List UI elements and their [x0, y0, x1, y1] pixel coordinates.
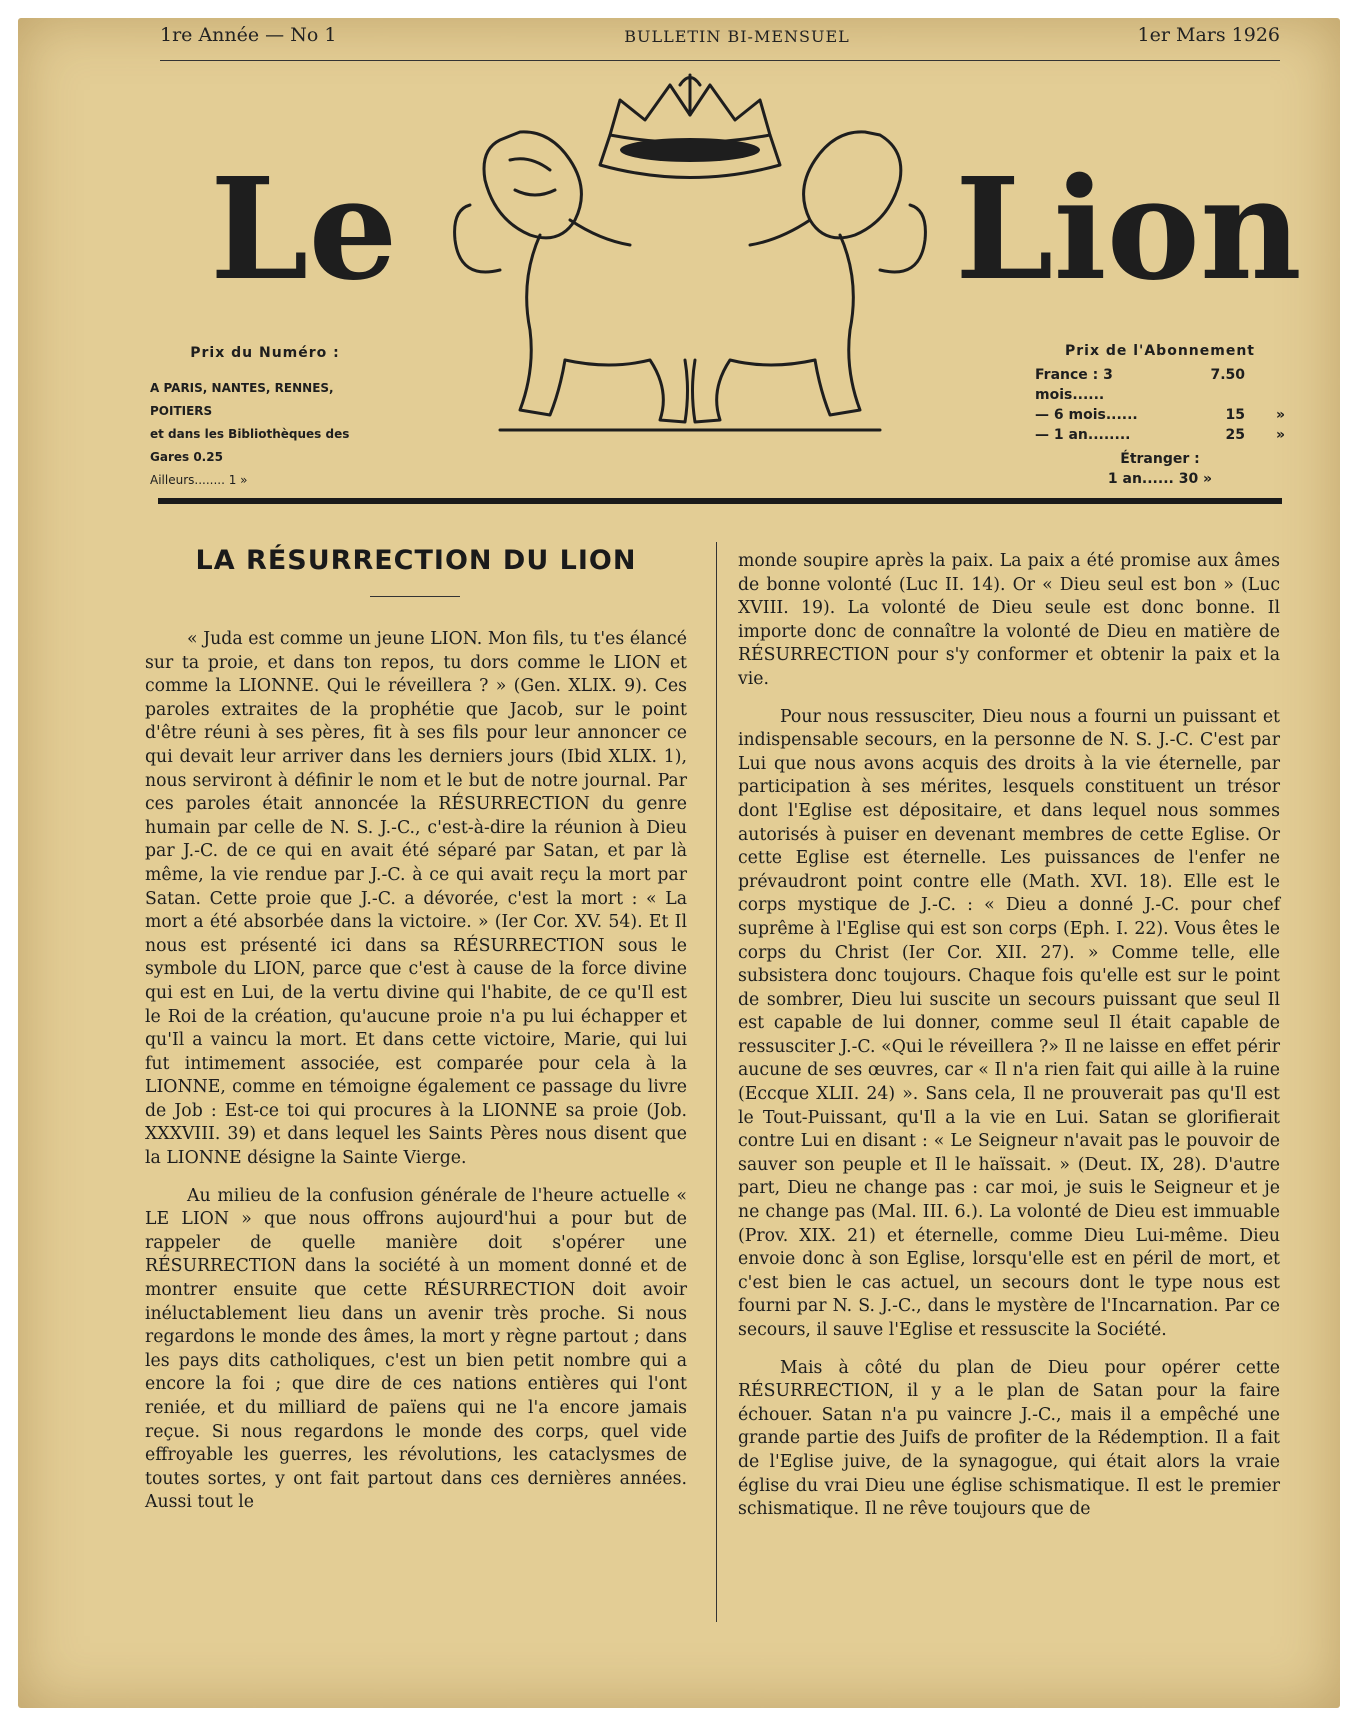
- article-column-left: [145, 628, 687, 1529]
- issue-date: 1er Mars 1926: [1137, 24, 1280, 46]
- article-paragraph: monde soupire après la paix. La paix a été promise aux âmes de bonne volonté (Luc II. 14). Or « Dieu seul est bon » (Luc XVIII. 19). La volonté de Dieu seule est donc bonne. Il importe donc de connaître la volonté de Dieu en matière de RÉSURRECTION pour s'y conformer et obtenir la paix et la vie.: [738, 551, 1280, 689]
- column-divider: [716, 542, 717, 1622]
- subscription-prices: [1035, 343, 1285, 487]
- article-paragraph: Au milieu de la confusion générale de l'heure actuelle « LE LION » que nous offrons aujourd'hui a pour but de rappeler de quelle manière doit s'opérer une RÉSURRECTION dans la société à un moment donné et de montrer ensuite que cette RÉSURRECTION doit avoir inéluctablement lieu dans un avenir très proche. Si nous regardons le monde des âmes, la mort y règne partout ; dans les pays dits catholiques, c'est un bien petit nombre qui a encore la foi ; que dire de ces nations entières qui l'ont reniée, et du milliard de païens qui ne l'a encore jamais reçue. Si nous regardons le monde des corps, quel vide effroyable les guerres, les révolutions, les cataclysmes de toutes sortes, y ont fait partout dans ces dernières années. Aussi tout le: [145, 1185, 687, 1513]
- article-paragraph: Pour nous ressusciter, Dieu nous a fourni un puissant et indispensable secours, en la personne de N. S. J.-C. C'est par Lui que nous avons acquis des droits à la vie éternelle, par participation à ses mérites, lesquels constituent un trésor dont l'Eglise est dépositaire, et dans lequel nous sommes autorisés à puiser en devenant membres de cette Eglise. Or cette Eglise est éternelle. Les puissances de l'enfer ne prévaudront point contre elle (Math. XVI. 18). Elle est le corps mystique de J.-C. : « Dieu a donné J.-C. pour chef suprême à l'Eglise qui est son corps (Eph. I. 22). Vous êtes le corps du Christ (Ier Cor. XII. 27). » Comme telle, elle subsistera donc toujours. Chaque fois qu'elle est sur le point de sombrer, Dieu lui suscite un secours puissant que seul Il est capable de lui donner, comme seul Il était capable de ressusciter J.-C. «Qui le réveillera ?» Il ne laisse en effet périr aucune de ses œuvres, car « Il n'a rien fait qui aille à la ruine (Eccque XLII. 24) ». Sans cela, Il ne prouverait pas qu'Il est le Tout-Puissant, qu'Il a la vie en Lui. Satan se glorifierait contre Lui en disant : « Le Seigneur n'avait pas le pouvoir de sauver son peuple et Il le haïssait. » (Deut. IX, 28). D'autre part, Dieu ne change pas : car moi, je suis le Seigneur et je ne change pas (Mal. III. 6.). La volonté de Dieu est immuable (Prov. XIX. 21) et éternelle, comme Dieu Lui-même. Dieu envoie donc à son Eglise, lorsqu'elle est en péril de mort, et c'est bien le cas actuel, un secours dont le type nous est fourni par N. S. J.-C., dans le mystère de l'Incarnation. Par ce secours, il sauve l'Eglise et ressuscite la Société.: [738, 706, 1280, 1340]
- bulletin-label: BULLETIN BI-MENSUEL: [624, 27, 850, 46]
- subscription-heading: Prix de l'Abonnement: [1065, 343, 1255, 359]
- article-paragraph: « Juda est comme un jeune LION. Mon fils, tu t'es élancé sur ta proie, et dans ton repos, tu dors comme le LION et comme la LIONNE. Qui le réveillera ? » (Gen. XLIX. 9). Ces paroles extraites de la prophétie que Jacob, sur le point d'être réuni à ses pères, fit à ses fils pour leur annoncer ce qui devait leur arriver dans les derniers jours (Ibid XLIX. 1), nous serviront à définir le nom et le but de notre journal. Par ces paroles était annoncée la RÉSURRECTION du genre humain par celle de N. S. J.-C., c'est-à-dire la réunion à Dieu par J.-C. de ce qui en avait été séparé par Satan, et par là même, la vie rendue par J.-C. à ce qui avait reçu la mort par Satan. Cette proie que J.-C. a dévorée, c'est la mort : « La mort a été absorbée dans la victoire. » (Ier Cor. XV. 54). Et Il nous est présenté ici dans sa RÉSURRECTION sous le symbole du LION, parce que c'est à cause de la force divine qui est en Lui, de la vertu divine qui l'habite, de ce qu'Il est le Roi de la création, qu'aucune proie n'a pu lui échapper et qu'Il a vaincu la mort. Et dans cette victoire, Marie, qui lui fut intimement associée, est comparée pour cela à la LIONNE, comme en témoigne également ce passage du livre de Job : Est-ce toi qui procures à la LIONNE sa proie (Job. XXXVIII. 39) et dans lequel les Saints Pères nous disent que la LIONNE désigne la Sainte Vierge.: [145, 629, 687, 1169]
- foreign-price: 1 an...... 30 »: [1107, 471, 1213, 487]
- foreign-label: Étranger :: [1120, 451, 1200, 467]
- price-elsewhere: Ailleurs........ 1 »: [150, 473, 248, 487]
- title-lion: Lion: [955, 148, 1302, 312]
- issue-number: 1re Année — No 1: [160, 24, 337, 46]
- subscription-row: — 1 an........ 25 »: [1035, 427, 1285, 443]
- title-le: Le: [210, 148, 398, 312]
- article-column-right: [738, 550, 1280, 1536]
- masthead-rule: [158, 498, 1282, 504]
- price-per-issue-heading: Prix du Numéro :: [190, 345, 340, 361]
- price-per-issue: [150, 345, 380, 492]
- lions-crown-illustration: [440, 70, 940, 460]
- masthead-top-line: [160, 24, 1280, 46]
- article-headline: LA RÉSURRECTION DU LION: [195, 545, 637, 576]
- price-cities: A PARIS, NANTES, RENNES, POITIERS: [150, 381, 334, 418]
- subscription-row: — 6 mois...... 15 »: [1035, 407, 1285, 423]
- subscription-row: France : 3 mois...... 7.50: [1035, 367, 1245, 403]
- top-rule: [160, 60, 1280, 61]
- price-stations: et dans les Bibliothèques des Gares 0.25: [150, 427, 350, 464]
- headline-rule: [370, 596, 460, 597]
- article-paragraph: Mais à côté du plan de Dieu pour opérer cette RÉSURRECTION, il y a le plan de Satan pour la faire échouer. Satan n'a pu vaincre J.-C., mais il a empêché une grande partie des Juifs de profiter de la Rédemption. Il a fait de l'Eglise juive, de la synagogue, qui était alors la vraie église du vrai Dieu une église schismatique. Il est le premier schismatique. Il ne rêve toujours que de: [738, 1357, 1280, 1520]
